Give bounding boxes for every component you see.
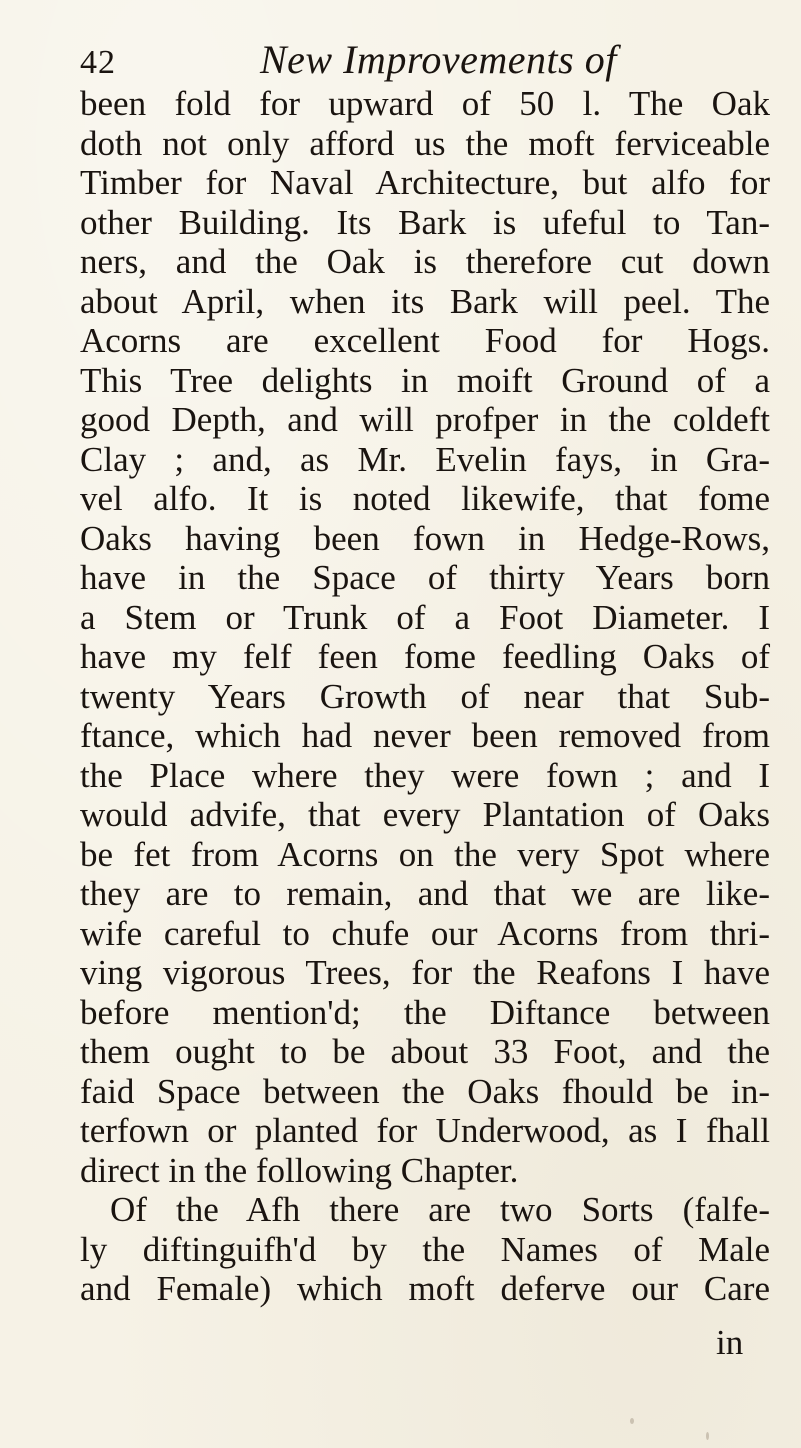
text-line: ving vigorous Trees, for the Reafons I have — [80, 953, 770, 992]
text-line: other Building. Its Bark is ufeful to Tan- — [80, 202, 770, 242]
text-line: about April, when its Bark will peel. The — [80, 281, 770, 321]
text-line: ftance, which had never been removed from — [80, 716, 770, 755]
text-line: the Place where they were fown ; and I — [80, 755, 770, 795]
text-line: Timber for Naval Architecture, but alfo for — [80, 163, 770, 202]
text-line: they are to remain, and that we are like- — [80, 874, 770, 913]
text-line: would advife, that every Plantation of Oaks — [80, 795, 770, 834]
text-line: Of the Afh there are two Sorts (falfe- — [110, 1190, 770, 1229]
text-line: This Tree delights in moift Ground of a — [80, 360, 770, 400]
text-line: before mention'd; the Diftance between — [80, 992, 770, 1032]
text-line: vel alfo. It is noted likewife, that fome — [80, 479, 770, 518]
running-head: New Improvements of — [260, 37, 617, 82]
text-line: twenty Years Growth of near that Sub- — [80, 676, 770, 716]
text-line: direct in the following Chapter. — [80, 1150, 519, 1190]
text-line: good Depth, and will profper in the coldeft — [80, 400, 770, 439]
text-line: a Stem or Trunk of a Foot Diameter. I — [80, 597, 770, 637]
page-header — [80, 28, 780, 88]
text-line: them ought to be about 33 Foot, and the — [80, 1032, 770, 1071]
body-text — [80, 84, 770, 1309]
text-line: terfown or planted for Underwood, as I fhall — [80, 1111, 770, 1150]
text-line: doth not only afford us the moft ferviceable — [80, 123, 770, 163]
text-line: wife careful to chufe our Acorns from thri- — [80, 913, 770, 953]
text-line: ners, and the Oak is therefore cut down — [80, 242, 770, 281]
ink-speck — [630, 1418, 634, 1424]
catchword: in — [716, 1323, 744, 1362]
text-line: have my felf feen fome feedling Oaks of — [80, 637, 770, 676]
text-line: and Female) which moft deferve our Care — [80, 1269, 770, 1308]
text-line: Acorns are excellent Food for Hogs. — [80, 321, 770, 360]
text-line: been fold for upward of 50 l. The Oak — [80, 84, 770, 123]
text-line: be fet from Acorns on the very Spot where — [80, 834, 770, 874]
text-line: Oaks having been fown in Hedge-Rows, — [80, 518, 770, 558]
ink-speck — [706, 1432, 709, 1440]
text-line: have in the Space of thirty Years born — [80, 558, 770, 597]
page-number: 42 — [80, 44, 116, 81]
text-line: faid Space between the Oaks fhould be in- — [80, 1071, 770, 1111]
text-line: ly diftinguifh'd by the Names of Male — [80, 1229, 770, 1269]
text-line: Clay ; and, as Mr. Evelin fays, in Gra- — [80, 439, 770, 479]
